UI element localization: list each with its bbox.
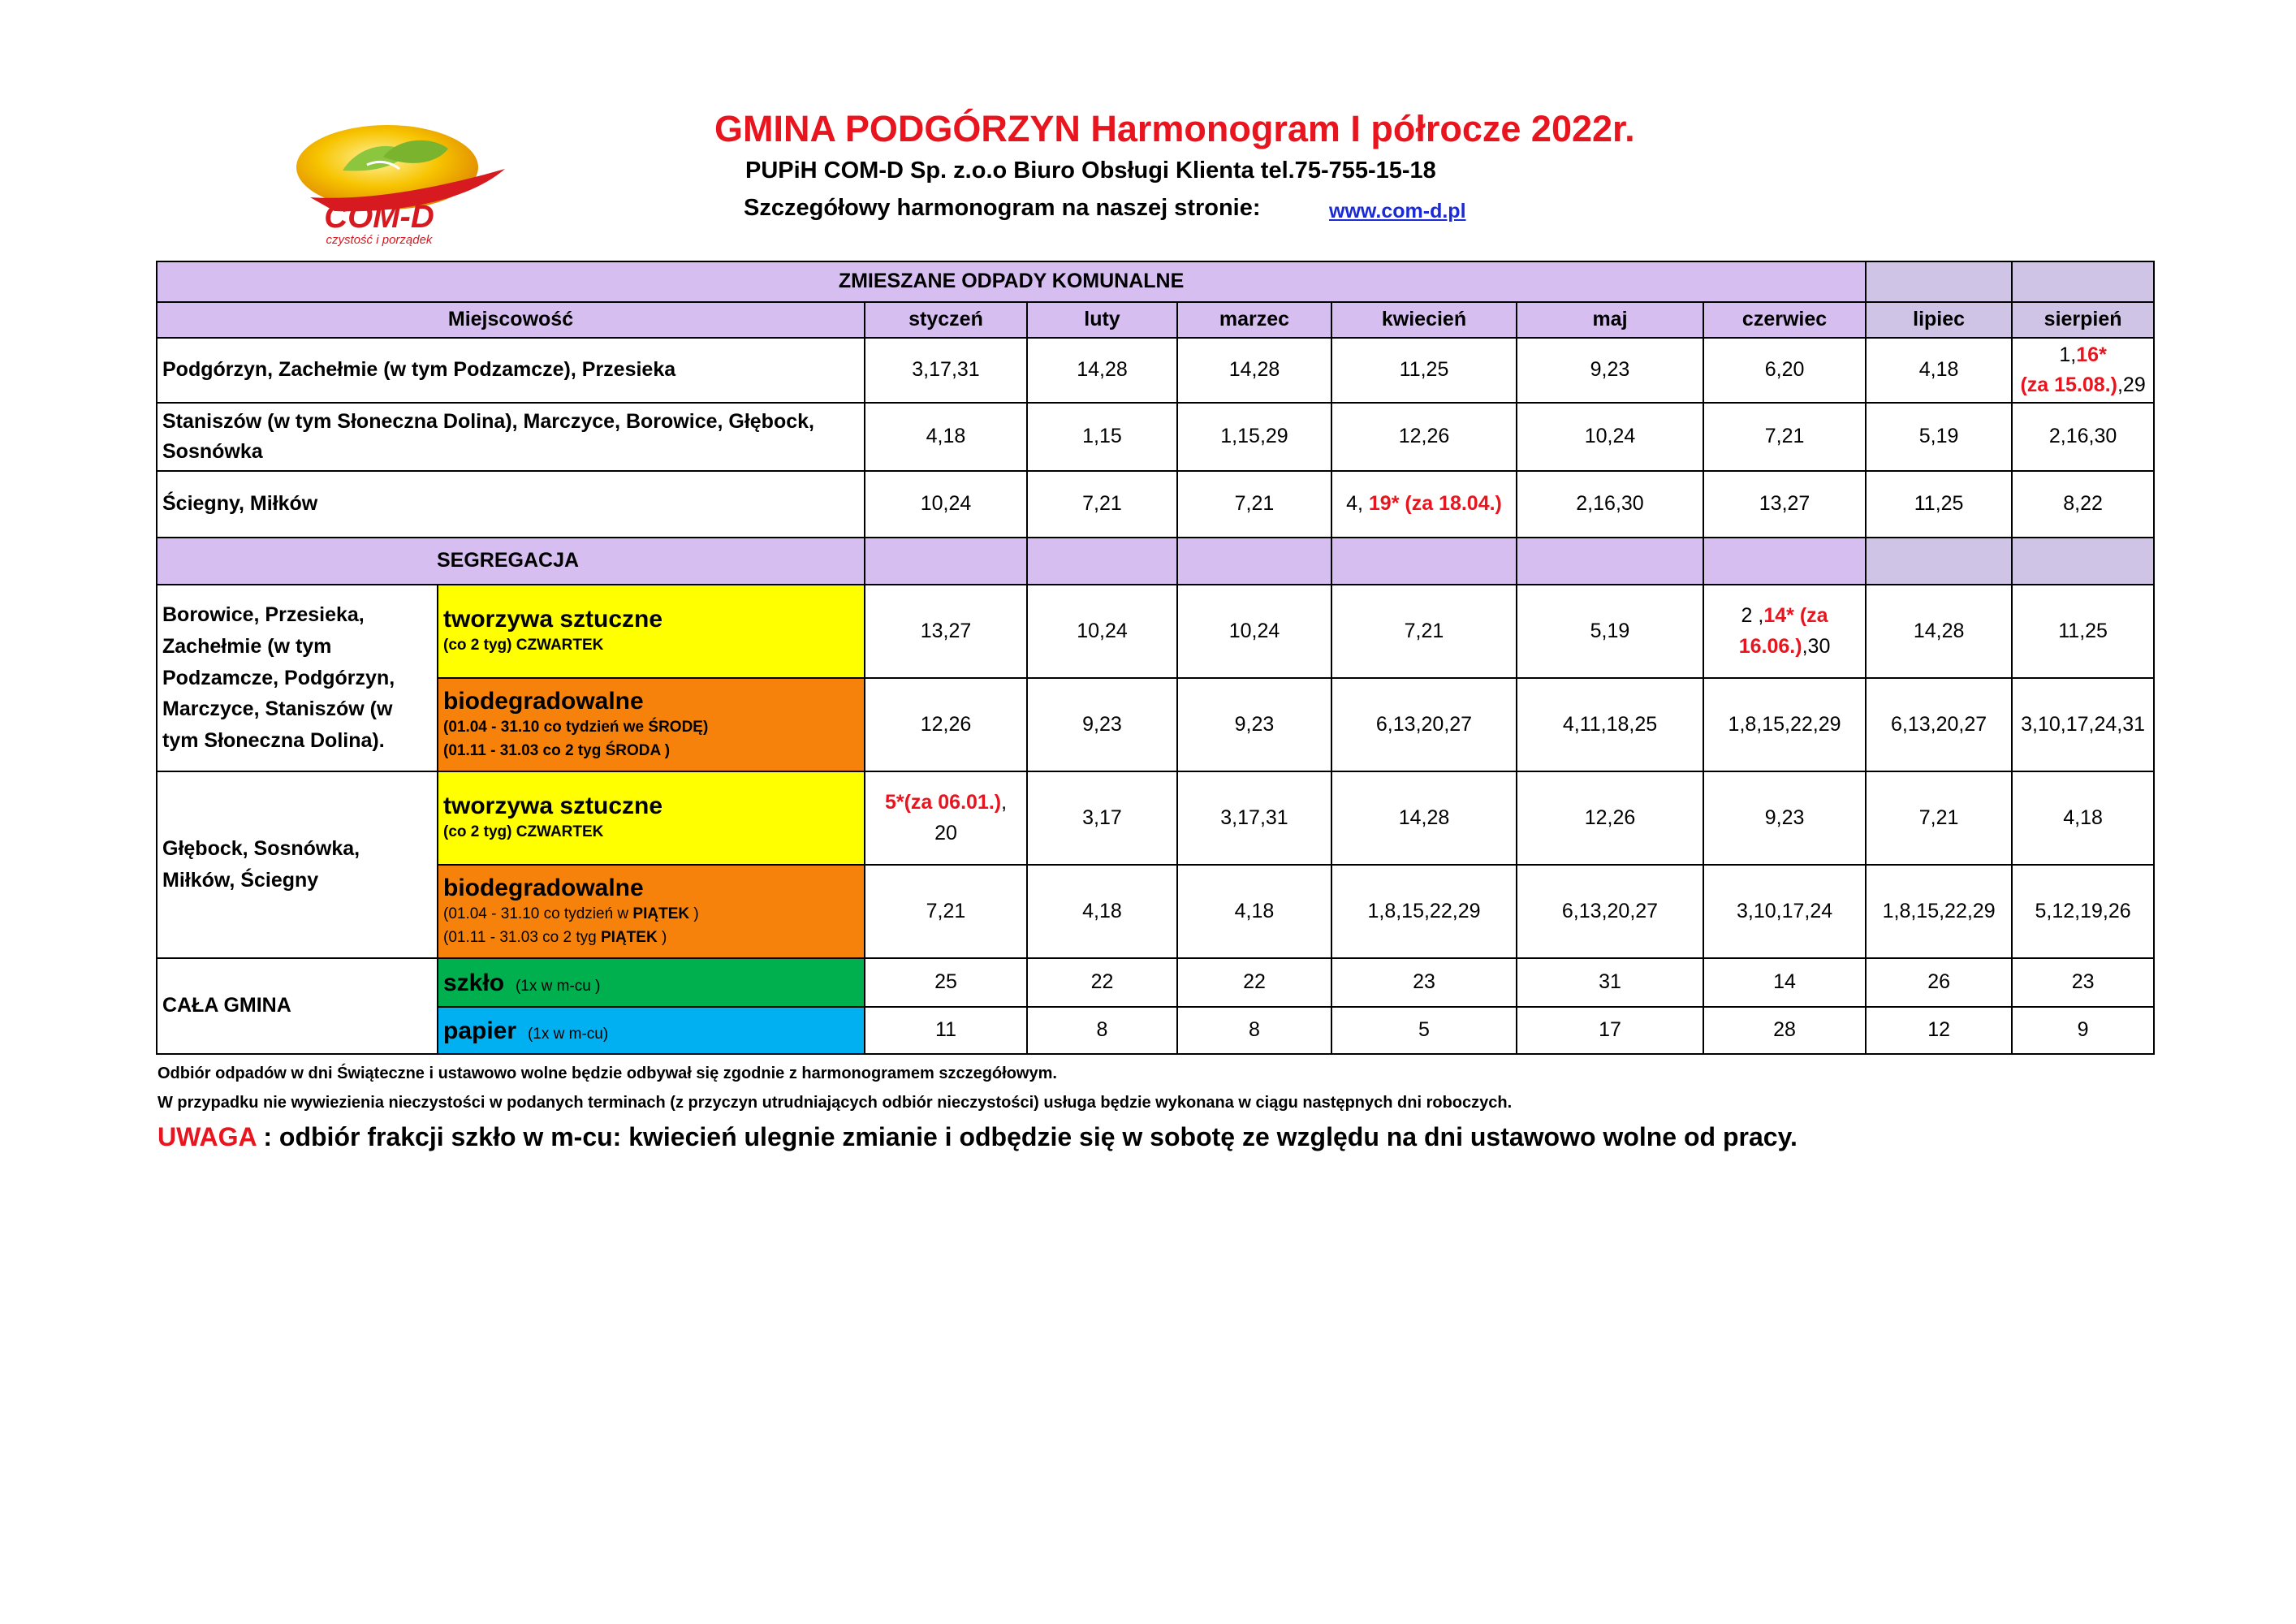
fraction-plastic [438, 585, 865, 678]
blank-cell [1177, 538, 1331, 585]
month-header: kwiecień [1331, 302, 1517, 338]
fraction-note [443, 903, 859, 926]
date-change: 19* (za 18.04.) [1368, 492, 1502, 516]
blank-cell [1027, 538, 1177, 585]
date-cell: 5,12,19,26 [2012, 865, 2154, 958]
date-cell: 12,26 [1517, 771, 1703, 865]
company-info: PUPiH COM-D Sp. z.o.o Biuro Obsługi Klienta tel.75-755-15-18 [745, 158, 1436, 184]
date-cell: 9,23 [1027, 678, 1177, 771]
date-part: 20 [934, 821, 957, 844]
date-cell: 10,24 [1177, 585, 1331, 678]
date-cell-special [2012, 338, 2154, 403]
fraction-note: (1x w m-cu ) [515, 977, 601, 995]
date-cell: 2,16,30 [1517, 471, 1703, 538]
date-cell: 14,28 [1177, 338, 1331, 403]
note-day: PIĄTEK [632, 905, 690, 922]
date-cell: 1,8,15,22,29 [1703, 678, 1866, 771]
date-cell: 5 [1331, 1007, 1517, 1054]
fraction-label: szkło [443, 969, 505, 996]
date-cell: 1,15,29 [1177, 403, 1331, 471]
website-link[interactable]: www.com-d.pl [1329, 200, 1466, 222]
fraction-plastic [438, 771, 865, 865]
date-cell: 25 [865, 958, 1027, 1007]
date-cell: 4,18 [1027, 865, 1177, 958]
note-part: ) [657, 928, 667, 946]
date-cell: 10,24 [865, 471, 1027, 538]
date-cell: 2,16,30 [2012, 403, 2154, 471]
fraction-glass [438, 958, 865, 1007]
month-header: sierpień [2012, 302, 2154, 338]
date-cell: 3,17 [1027, 771, 1177, 865]
fraction-label: tworzywa sztuczne [443, 606, 663, 633]
fraction-note: (01.11 - 31.03 co 2 tyg ŚRODA ) [443, 741, 671, 759]
header-blank-cell [1866, 261, 2012, 302]
fraction-label: biodegradowalne [443, 875, 644, 901]
table-row [157, 471, 2154, 538]
month-header: lipiec [1866, 302, 2012, 338]
com-d-logo [286, 120, 521, 250]
warning-text: : odbiór frakcji szkło w m-cu: kwiecień ulegnie zmianie i odbędzie się w sobotę ze względu na dni ustawowo wolne od pracy. [256, 1122, 1798, 1151]
month-header: luty [1027, 302, 1177, 338]
date-cell: 4,18 [1866, 338, 2012, 403]
fraction-paper [438, 1007, 865, 1054]
table-row [157, 585, 2154, 678]
date-cell: 6,13,20,27 [1866, 678, 2012, 771]
date-cell: 7,21 [865, 865, 1027, 958]
leaf-bird-logo-icon [286, 120, 521, 250]
date-cell: 14,28 [1027, 338, 1177, 403]
date-cell: 3,10,17,24 [1703, 865, 1866, 958]
date-part: ,29 [2117, 374, 2146, 396]
date-part: 2 , [1741, 604, 1764, 627]
fraction-label: biodegradowalne [443, 688, 644, 715]
note-day: PIĄTEK [601, 928, 658, 946]
date-cell: 7,21 [1866, 771, 2012, 865]
date-cell: 8 [1177, 1007, 1331, 1054]
mixed-waste-header-row [157, 261, 2154, 302]
table-row [157, 958, 2154, 1007]
date-cell: 23 [2012, 958, 2154, 1007]
table-row [157, 403, 2154, 471]
date-cell: 11,25 [1866, 471, 2012, 538]
blank-cell [1331, 538, 1517, 585]
date-cell: 11 [865, 1007, 1027, 1054]
location-cell: Ściegny, Miłków [157, 471, 865, 538]
note-part: (01.04 - 31.10 co tydzień w [443, 905, 633, 922]
fraction-note: (1x w m-cu) [527, 1025, 609, 1043]
date-cell: 14 [1703, 958, 1866, 1007]
warning-label: UWAGA [158, 1122, 257, 1151]
blank-cell [1517, 538, 1703, 585]
date-cell: 13,27 [1703, 471, 1866, 538]
fraction-bio [438, 678, 865, 771]
date-cell: 9,23 [1517, 338, 1703, 403]
date-cell: 9,23 [1177, 678, 1331, 771]
date-cell: 5,19 [1517, 585, 1703, 678]
date-cell: 8 [1027, 1007, 1177, 1054]
date-cell: 3,17,31 [1177, 771, 1331, 865]
date-cell: 9,23 [1703, 771, 1866, 865]
date-cell: 7,21 [1703, 403, 1866, 471]
date-cell: 23 [1331, 958, 1517, 1007]
note-part: ) [689, 905, 699, 922]
date-cell: 11,25 [2012, 585, 2154, 678]
date-cell: 22 [1177, 958, 1331, 1007]
date-cell-special [1703, 585, 1866, 678]
fraction-bio [438, 865, 865, 958]
location-cell: Staniszów (w tym Słoneczna Dolina), Marczyce, Borowice, Głębock, Sosnówka [157, 403, 865, 471]
page-title: GMINA PODGÓRZYN Harmonogram I półrocze 2022r. [714, 108, 1635, 149]
date-cell: 7,21 [1331, 585, 1517, 678]
date-cell: 10,24 [1027, 585, 1177, 678]
table-row [157, 678, 2154, 771]
date-cell: 6,13,20,27 [1517, 865, 1703, 958]
date-cell: 3,10,17,24,31 [2012, 678, 2154, 771]
month-header: maj [1517, 302, 1703, 338]
date-cell: 9 [2012, 1007, 2154, 1054]
date-cell: 1,15 [1027, 403, 1177, 471]
month-header: marzec [1177, 302, 1331, 338]
segregation-header: SEGREGACJA [157, 538, 865, 585]
location-cell: CAŁA GMINA [157, 958, 438, 1054]
date-part: ,30 [1802, 634, 1831, 658]
location-cell: Głębock, Sosnówka, Miłków, Ściegny [157, 771, 438, 958]
date-change: 5*(za 06.01.) [884, 791, 1002, 814]
location-header: Miejscowość [157, 302, 865, 338]
location-cell: Borowice, Przesieka, Zachełmie (w tym Podzamcze, Podgórzyn, Marczyce, Staniszów (w tym Słoneczna Dolina). [157, 585, 438, 771]
month-header: czerwiec [1703, 302, 1866, 338]
detail-schedule-label: Szczegółowy harmonogram na naszej stronie: [744, 195, 1261, 221]
date-cell: 4,11,18,25 [1517, 678, 1703, 771]
table-row [157, 865, 2154, 958]
fraction-note: (co 2 tyg) CZWARTEK [443, 823, 604, 841]
date-cell-special [865, 771, 1027, 865]
date-cell: 7,21 [1177, 471, 1331, 538]
table-row [157, 338, 2154, 403]
fraction-label: tworzywa sztuczne [443, 793, 663, 820]
date-change-note: (za 15.08.) [2020, 374, 2117, 396]
mixed-waste-header: ZMIESZANE ODPADY KOMUNALNE [157, 261, 1866, 302]
date-cell: 1,8,15,22,29 [1331, 865, 1517, 958]
date-cell: 17 [1517, 1007, 1703, 1054]
date-cell: 13,27 [865, 585, 1027, 678]
logo-tagline: czystość i porządek [326, 233, 433, 247]
missed-pickup-note: W przypadku nie wywiezienia nieczystości w podanych terminach (z przyczyn utrudniających odbiór nieczystości) usługa będzie wykonana w ciągu następnych dni roboczych. [158, 1094, 1513, 1112]
date-cell: 12,26 [865, 678, 1027, 771]
fraction-note: (01.04 - 31.10 co tydzień we ŚRODĘ) [443, 719, 709, 736]
date-cell: 3,17,31 [865, 338, 1027, 403]
date-cell: 8,22 [2012, 471, 2154, 538]
blank-cell [1866, 538, 2012, 585]
date-cell: 4,18 [1177, 865, 1331, 958]
date-change: 16* [2076, 343, 2107, 366]
date-cell: 14,28 [1331, 771, 1517, 865]
blank-cell [865, 538, 1027, 585]
date-cell: 11,25 [1331, 338, 1517, 403]
segregation-header-row [157, 538, 2154, 585]
fraction-label: papier [443, 1017, 517, 1044]
date-cell: 7,21 [1027, 471, 1177, 538]
blank-cell [2012, 538, 2154, 585]
blank-cell [1703, 538, 1866, 585]
date-cell: 6,13,20,27 [1331, 678, 1517, 771]
date-cell: 6,20 [1703, 338, 1866, 403]
date-cell: 12,26 [1331, 403, 1517, 471]
fraction-note [443, 926, 859, 950]
warning-note [158, 1122, 1798, 1152]
date-cell: 12 [1866, 1007, 2012, 1054]
date-cell-special [1331, 471, 1517, 538]
date-cell: 31 [1517, 958, 1703, 1007]
month-header: styczeń [865, 302, 1027, 338]
months-header-row [157, 302, 2154, 338]
date-part: 1, [2059, 343, 2077, 366]
date-cell: 5,19 [1866, 403, 2012, 471]
date-part: , [1001, 791, 1008, 814]
fraction-note: (co 2 tyg) CZWARTEK [443, 637, 604, 654]
date-cell: 14,28 [1866, 585, 2012, 678]
date-cell: 26 [1866, 958, 2012, 1007]
date-cell: 22 [1027, 958, 1177, 1007]
date-cell: 1,8,15,22,29 [1866, 865, 2012, 958]
table-row [157, 1007, 2154, 1054]
note-part: (01.11 - 31.03 co 2 tyg [443, 928, 601, 946]
date-cell: 4,18 [865, 403, 1027, 471]
header-blank-cell [2012, 261, 2154, 302]
date-part: 4, [1346, 492, 1369, 516]
table-row [157, 771, 2154, 865]
location-cell: Podgórzyn, Zachełmie (w tym Podzamcze), Przesieka [157, 338, 865, 403]
holiday-note: Odbiór odpadów w dni Świąteczne i ustawowo wolne będzie odbywał się zgodnie z harmonogramem szczegółowym. [158, 1065, 1057, 1082]
date-cell: 10,24 [1517, 403, 1703, 471]
logo-name: COM-D [324, 199, 434, 235]
date-cell: 4,18 [2012, 771, 2154, 865]
schedule-table [156, 261, 2155, 1055]
date-change: 14* (za 16.06.) [1738, 604, 1828, 658]
date-cell: 28 [1703, 1007, 1866, 1054]
